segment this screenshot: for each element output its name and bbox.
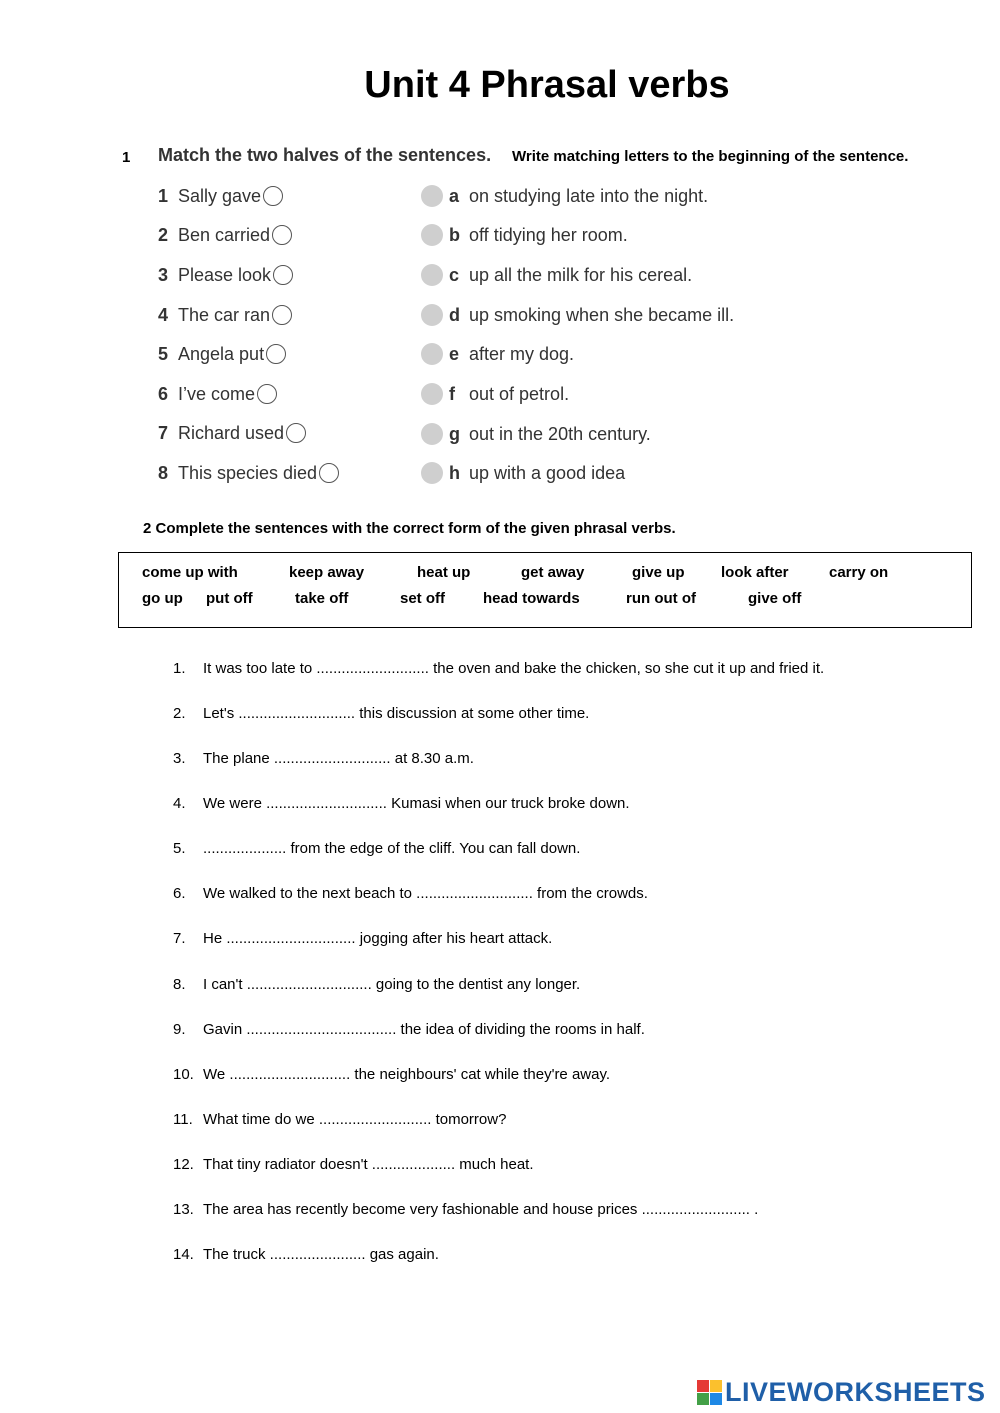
match-dot[interactable] — [421, 304, 443, 326]
sentence-text: The area has recently become very fashionable and house prices .......................... . — [203, 1201, 759, 1218]
sentence-number: 3. — [173, 750, 186, 767]
sentence-text: .................... from the edge of the cliff. You can fall down. — [203, 840, 581, 857]
page-title: Unit 4 Phrasal verbs — [364, 64, 730, 106]
word-bank-verb: carry on — [829, 564, 889, 581]
match-right-item — [421, 222, 628, 248]
word-bank-verb: get away — [521, 564, 585, 581]
sentence-number: 9. — [173, 1021, 186, 1038]
sentence-number: 7. — [173, 930, 186, 947]
item-number: 6 — [158, 383, 169, 404]
match-dot[interactable] — [421, 343, 443, 365]
sentence-text: The plane ............................ at 8.30 a.m. — [203, 750, 474, 767]
item-letter: g — [449, 423, 460, 444]
match-right-item — [421, 183, 708, 209]
logo-text: LIVEWORKSHEETS — [725, 1377, 986, 1407]
item-letter: d — [449, 304, 460, 325]
match-dot[interactable] — [421, 423, 443, 445]
sentence-number: 11. — [173, 1111, 193, 1128]
word-bank-verb: head towards — [483, 590, 580, 607]
item-text: Please look — [178, 264, 272, 285]
sentence-item — [173, 1066, 610, 1083]
match-left-item — [158, 183, 283, 209]
sentence-text: Gavin .................................... the idea of dividing the rooms in half. — [203, 1021, 645, 1038]
word-bank-verb: keep away — [289, 564, 365, 581]
match-right-item — [421, 381, 569, 407]
match-left-item — [158, 222, 292, 248]
item-letter: b — [449, 224, 460, 245]
sentence-item — [173, 976, 580, 993]
sentence-number: 5. — [173, 840, 186, 857]
item-text: after my dog. — [469, 343, 575, 364]
match-left-item — [158, 262, 293, 288]
item-text: off tidying her room. — [469, 224, 628, 245]
answer-circle[interactable] — [257, 384, 277, 404]
sentence-text: We walked to the next beach to ............................ from the crowds. — [203, 885, 648, 902]
item-letter: e — [449, 343, 460, 364]
sentence-text: We ............................. the neighbours' cat while they're away. — [203, 1066, 611, 1083]
sentence-item — [173, 885, 648, 902]
sentence-number: 4. — [173, 795, 186, 812]
item-text: Richard used — [178, 422, 285, 443]
liveworksheets-logo — [697, 1377, 986, 1408]
item-text: up with a good idea — [469, 462, 626, 483]
match-right-item — [421, 460, 625, 486]
sentence-text: It was too late to ........................... the oven and bake the chicken, so she cut it up and fried it. — [203, 660, 825, 677]
word-bank-verb: go up — [142, 590, 183, 607]
match-right-item — [421, 262, 692, 288]
word-bank-verb: heat up — [417, 564, 471, 581]
word-bank-verb: run out of — [626, 590, 696, 607]
sentence-item — [173, 750, 474, 767]
sentence-number: 13. — [173, 1201, 194, 1218]
item-text: up all the milk for his cereal. — [469, 264, 693, 285]
match-left-item — [158, 420, 306, 446]
section1-instruction: Match the two halves of the sentences. — [158, 145, 492, 165]
answer-circle[interactable] — [286, 423, 306, 443]
item-text: The car ran — [178, 304, 271, 325]
item-number: 5 — [158, 343, 169, 364]
match-right-item — [421, 421, 651, 447]
sentence-item — [173, 1201, 758, 1218]
word-bank-verb: set off — [400, 590, 445, 607]
sentence-text: The truck ....................... gas again. — [203, 1246, 439, 1263]
item-text: up smoking when she became ill. — [469, 304, 735, 325]
item-text: Ben carried — [178, 224, 271, 245]
item-text: on studying late into the night. — [469, 185, 709, 206]
item-text: Angela put — [178, 343, 265, 364]
sentence-text: Let's ............................ this discussion at some other time. — [203, 705, 590, 722]
section2-instruction: 2 Complete the sentences with the correct form of the given phrasal verbs. — [143, 520, 676, 537]
match-right-item — [421, 341, 574, 367]
item-number: 8 — [158, 462, 169, 483]
item-text: out in the 20th century. — [469, 423, 651, 444]
match-right-item — [421, 302, 734, 328]
sentence-item — [173, 840, 580, 857]
sentence-item — [173, 1156, 534, 1173]
item-number: 7 — [158, 422, 169, 443]
sentence-number: 8. — [173, 976, 186, 993]
answer-circle[interactable] — [272, 225, 292, 245]
item-number: 1 — [158, 185, 169, 206]
sentence-text: He ............................... jogging after his heart attack. — [203, 930, 553, 947]
sentence-item — [173, 1246, 439, 1263]
item-letter: a — [449, 185, 460, 206]
sentence-text: That tiny radiator doesn't .................... much heat. — [203, 1156, 534, 1173]
match-dot[interactable] — [421, 383, 443, 405]
answer-circle[interactable] — [263, 186, 283, 206]
sentence-text: We were ............................. Kumasi when our truck broke down. — [203, 795, 630, 812]
match-left-item — [158, 302, 292, 328]
match-left-item — [158, 460, 339, 486]
logo-icon — [697, 1380, 723, 1406]
sentence-number: 12. — [173, 1156, 194, 1173]
section1-number: 1 — [122, 149, 131, 166]
sentence-item — [173, 1111, 506, 1128]
word-bank-verb: give up — [632, 564, 685, 581]
word-bank-verb: come up with — [142, 564, 238, 581]
match-left-item — [158, 341, 286, 367]
item-text: out of petrol. — [469, 383, 570, 404]
match-dot[interactable] — [421, 264, 443, 286]
answer-circle[interactable] — [319, 463, 339, 483]
sentence-item — [173, 660, 824, 677]
word-bank-verb: look after — [721, 564, 789, 581]
answer-circle[interactable] — [272, 305, 292, 325]
item-letter: c — [449, 264, 460, 285]
sentence-item — [173, 1021, 645, 1038]
item-text: I’ve come — [178, 383, 256, 404]
sentence-number: 14. — [173, 1246, 194, 1263]
sentence-number: 2. — [173, 705, 186, 722]
item-text: Sally gave — [178, 185, 262, 206]
item-letter: f — [449, 383, 455, 404]
answer-circle[interactable] — [273, 265, 293, 285]
sentence-number: 6. — [173, 885, 186, 902]
match-dot[interactable] — [421, 224, 443, 246]
sentence-item — [173, 930, 552, 947]
section1-extra-instruction: Write matching letters to the beginning of the sentence. — [512, 148, 909, 165]
item-number: 4 — [158, 304, 169, 325]
sentence-text: What time do we ........................... tomorrow? — [203, 1111, 507, 1128]
match-dot[interactable] — [421, 185, 443, 207]
sentence-item — [173, 795, 630, 812]
answer-circle[interactable] — [266, 344, 286, 364]
item-text: This species died — [178, 462, 318, 483]
word-bank-verb: give off — [748, 590, 802, 607]
word-bank-verb: put off — [206, 590, 253, 607]
sentence-number: 10. — [173, 1066, 194, 1083]
item-number: 2 — [158, 224, 169, 245]
sentence-text: I can't .............................. going to the dentist any longer. — [203, 976, 581, 993]
item-number: 3 — [158, 264, 169, 285]
sentence-item — [173, 705, 589, 722]
sentence-number: 1. — [173, 660, 186, 677]
item-letter: h — [449, 462, 460, 483]
word-bank-verb: take off — [295, 590, 349, 607]
match-dot[interactable] — [421, 462, 443, 484]
match-left-item — [158, 381, 277, 407]
